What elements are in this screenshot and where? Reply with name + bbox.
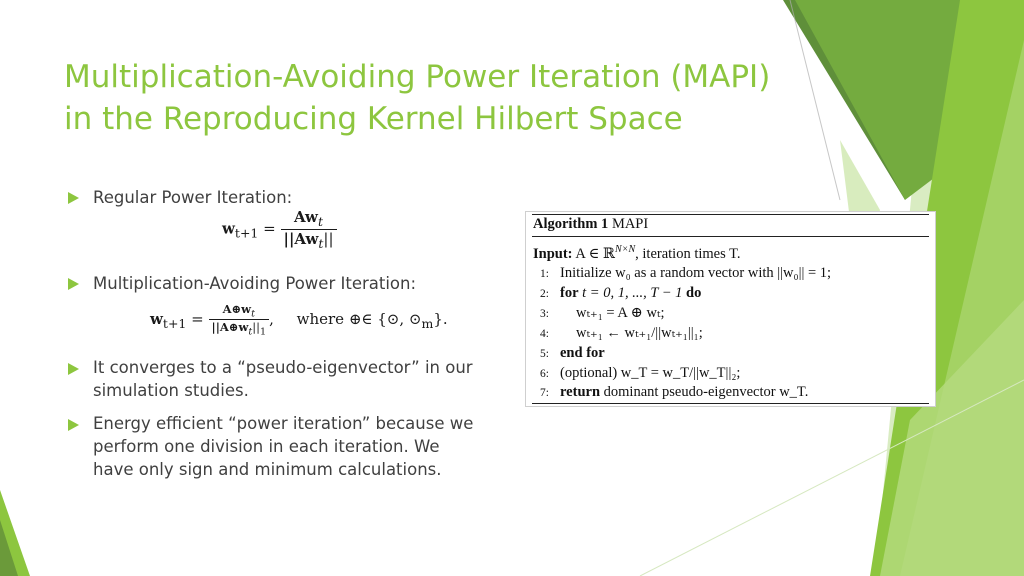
eq1-numerator: Aw <box>294 208 318 226</box>
algorithm-input: Input: A ∈ ℝ$^{N\times N}$, iteration times T. <box>533 244 741 262</box>
algorithm-line-7: return dominant pseudo-eigenvector w_T. <box>560 384 809 400</box>
bullet-arrow-icon <box>66 277 80 291</box>
eq2-numerator: A⊕w <box>222 302 252 316</box>
eq1-equals: = <box>263 219 276 238</box>
eq2-equals: = <box>191 309 204 328</box>
title-line-1: Multiplication-Avoiding Power Iteration (MAPI) <box>64 59 771 95</box>
eq2-where: where ⊕∈ {⊙, ⊙ <box>296 309 422 328</box>
eq2-lhs-sub: t+1 <box>162 315 187 331</box>
eq2-lhs: w <box>150 309 163 328</box>
eq2-denominator-close: || <box>252 320 260 335</box>
eq2-fraction <box>209 302 270 338</box>
algorithm-line-1: Initialize w₀ as a random vector with ||w₀|| = 1; <box>560 265 832 281</box>
bullet-mapi: Multiplication-Avoiding Power Iteration: <box>93 274 417 293</box>
algorithm-line-3: wₜ₊₁ = A ⊕ wₜ; <box>576 305 665 321</box>
title-line-2: in the Reproducing Kernel Hilbert Space <box>64 101 683 137</box>
eq2-numerator-sub: t <box>251 308 255 320</box>
algorithm-line-5: end for <box>560 345 605 361</box>
equation-mapi <box>150 302 448 338</box>
slide-title <box>64 56 794 140</box>
eq2-where-sub: m <box>421 315 434 331</box>
algorithm-box: Algorithm 1 MAPI Input: A ∈ ℝ$^{N\times N}$, iteration times T. 1: Initialize w₀ as a random vector with ||w₀|| = 1; 2: for t = 0, 1, ..., T − 1 do 3: wₜ₊₁ = A ⊕ wₜ; 4: wₜ₊₁ ← wₜ₊₁/||wₜ₊₁||₁; 5: end for 6: (optional) w_T = w_T/||w_T||₂; 7: return dominant pseudo-eigenvector w_T. <box>525 211 936 407</box>
algorithm-header: Algorithm 1 MAPI <box>533 216 649 232</box>
eq1-denominator-sub: t <box>318 236 324 251</box>
eq1-fraction <box>281 208 337 251</box>
bullet-arrow-icon <box>66 191 80 205</box>
eq1-lhs: w <box>222 219 235 238</box>
eq2-comma: , <box>269 309 274 328</box>
bullet-energy-efficient: Energy efficient “power iteration” because we perform one division in each iteration. We have only sign and minimum calculations. <box>93 414 474 479</box>
bullet-arrow-icon <box>66 362 80 376</box>
eq1-denominator: ||Aw <box>283 230 319 248</box>
algorithm-line-6: (optional) w_T = w_T/||w_T||₂; <box>560 365 741 381</box>
algorithm-line-2: for t = 0, 1, ..., T − 1 do <box>560 285 702 301</box>
bullet-regular-power-iteration: Regular Power Iteration: <box>93 188 293 207</box>
eq2-norm-sub: 1 <box>259 326 267 338</box>
eq1-denominator-close: || <box>323 230 334 248</box>
eq2-denominator: ||A⊕w <box>211 320 249 335</box>
bullet-arrow-icon <box>66 418 80 432</box>
eq1-numerator-sub: t <box>317 214 323 229</box>
algorithm-line-4: wₜ₊₁ ← wₜ₊₁/||wₜ₊₁||₁; <box>576 325 703 341</box>
eq2-denominator-sub: t <box>248 326 253 338</box>
eq1-lhs-sub: t+1 <box>234 225 259 241</box>
bullet-converges: It converges to a “pseudo-eigenvector” in our simulation studies. <box>93 358 473 400</box>
equation-regular-power-iteration <box>222 208 337 251</box>
eq2-where-end: }. <box>433 309 448 328</box>
